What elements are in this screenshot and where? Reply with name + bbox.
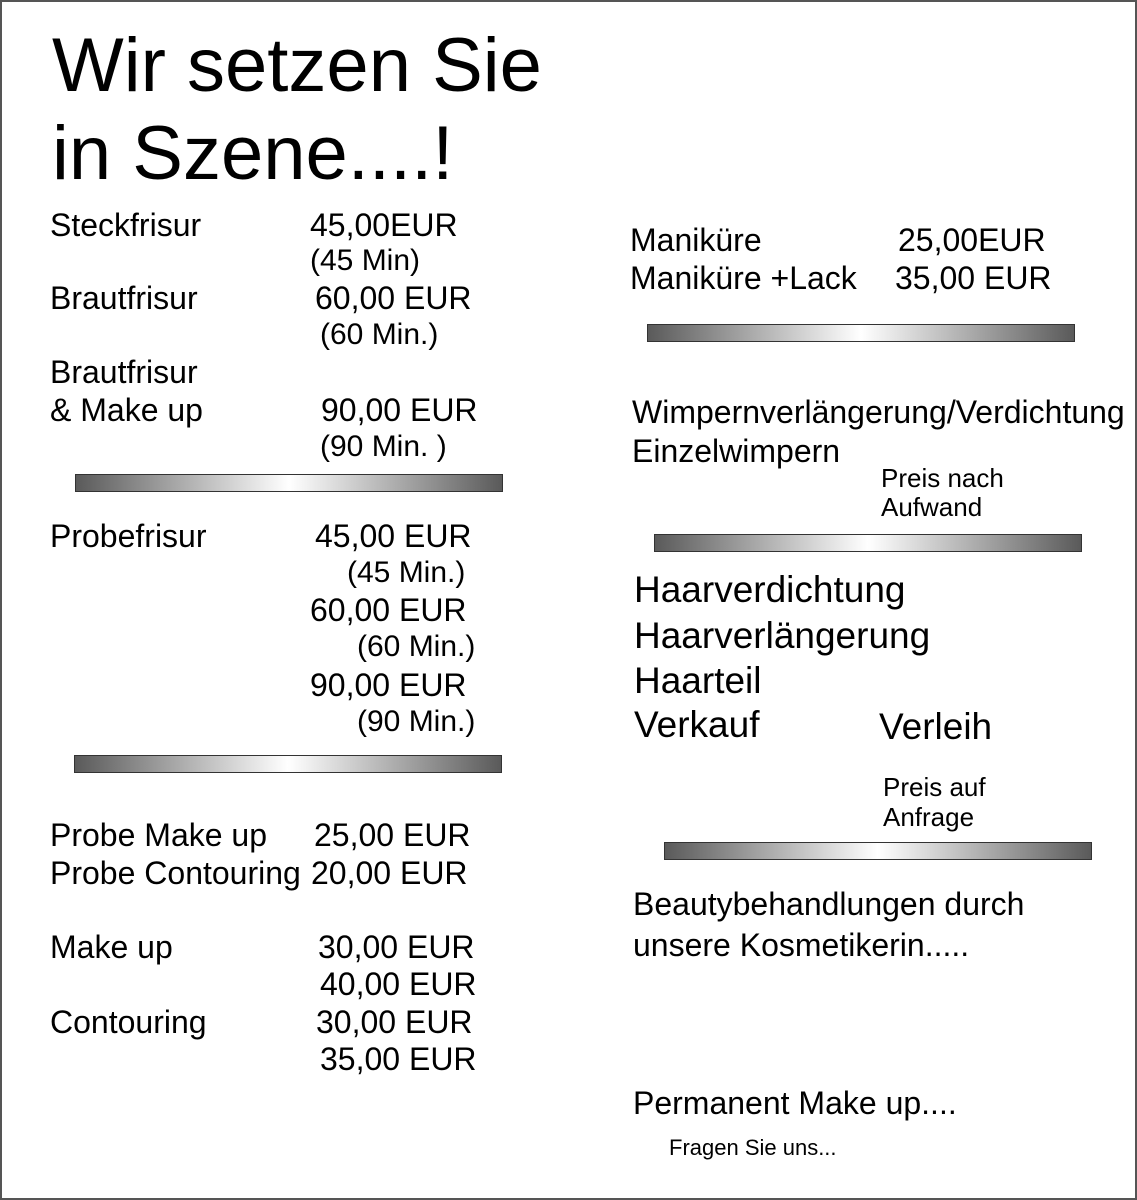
haarverdichtung: Haarverdichtung (634, 569, 906, 610)
permanent-makeup: Permanent Make up.... (633, 1085, 957, 1121)
manikuere-lack-price: 35,00 EUR (895, 260, 1052, 296)
divider-bar (75, 474, 503, 492)
wimpern-note-2: Aufwand (881, 492, 983, 522)
beauty-line-1: Beautybehandlungen durch (633, 886, 1025, 922)
probe-contouring-label: Probe Contouring (50, 855, 301, 891)
braut-makeup-label-2: & Make up (50, 392, 203, 428)
probefrisur-duration-3: (90 Min.) (357, 705, 476, 738)
verkauf: Verkauf (634, 704, 760, 745)
braut-makeup-label-1: Brautfrisur (50, 354, 198, 390)
wimpern-line-2: Einzelwimpern (632, 433, 841, 469)
brautfrisur-duration: (60 Min.) (320, 318, 439, 351)
probefrisur-duration-2: (60 Min.) (357, 630, 476, 663)
probefrisur-label: Probefrisur (50, 518, 207, 554)
manikuere-lack-label: Maniküre +Lack (630, 260, 857, 296)
fragen-sie-uns: Fragen Sie uns... (669, 1135, 837, 1160)
makeup-price-2: 40,00 EUR (320, 966, 477, 1002)
wimpern-note-1: Preis nach (881, 463, 1004, 493)
probefrisur-price-1: 45,00 EUR (315, 518, 472, 554)
manikuere-price: 25,00EUR (898, 222, 1046, 258)
headline-line-2: in Szene....! (52, 111, 454, 196)
divider-bar (74, 755, 502, 773)
brautfrisur-label: Brautfrisur (50, 280, 198, 316)
braut-makeup-duration: (90 Min. ) (320, 430, 447, 463)
divider-bar (664, 842, 1092, 860)
probe-contouring-price: 20,00 EUR (311, 855, 468, 891)
divider-bar (654, 534, 1082, 552)
haarverlaengerung: Haarverlängerung (634, 615, 931, 656)
contouring-price-1: 30,00 EUR (316, 1004, 473, 1040)
manikuere-label: Maniküre (630, 222, 762, 258)
headline-line-1: Wir setzen Sie (52, 23, 542, 108)
haarteil: Haarteil (634, 660, 762, 701)
haar-note-2: Anfrage (883, 802, 975, 832)
contouring-label: Contouring (50, 1004, 207, 1040)
divider-bar (647, 324, 1075, 342)
probefrisur-price-3: 90,00 EUR (310, 667, 467, 703)
brautfrisur-price: 60,00 EUR (315, 280, 472, 316)
steckfrisur-label: Steckfrisur (50, 207, 202, 243)
steckfrisur-price: 45,00EUR (310, 207, 458, 243)
haar-note-1: Preis auf (883, 772, 986, 802)
probefrisur-price-2: 60,00 EUR (310, 592, 467, 628)
braut-makeup-price: 90,00 EUR (321, 392, 478, 428)
steckfrisur-duration: (45 Min) (310, 244, 421, 277)
contouring-price-2: 35,00 EUR (320, 1041, 477, 1077)
wimpern-line-1: Wimpernverlängerung/Verdichtung (632, 394, 1125, 430)
probefrisur-duration-1: (45 Min.) (347, 556, 466, 589)
verleih: Verleih (879, 706, 993, 747)
probe-makeup-label: Probe Make up (50, 817, 268, 853)
probe-makeup-price: 25,00 EUR (314, 817, 471, 853)
makeup-label: Make up (50, 929, 173, 965)
makeup-price-1: 30,00 EUR (318, 929, 475, 965)
beauty-line-2: unsere Kosmetikerin..... (633, 927, 970, 963)
